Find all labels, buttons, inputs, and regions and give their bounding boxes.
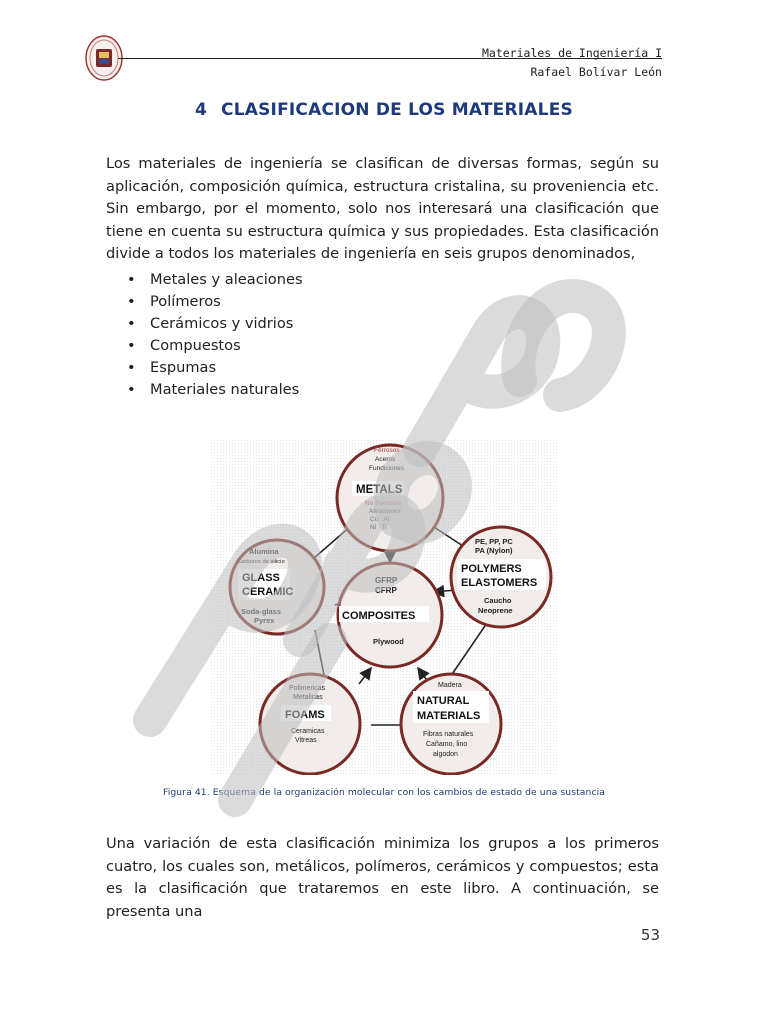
foams-item: Polimericas xyxy=(289,685,326,692)
composites-title: COMPOSITES xyxy=(342,610,416,622)
metals-nonferrous-item: Aleaciones xyxy=(369,508,401,515)
glass-item: Soda-glass xyxy=(241,607,282,616)
polymers-node xyxy=(451,527,551,627)
list-item: • Polímeros xyxy=(127,291,303,313)
composites-item: Plywood xyxy=(373,637,404,646)
page-number: 53 xyxy=(640,926,660,944)
metals-nonferrous-item: Ni Ti xyxy=(370,524,387,531)
continuation-paragraph: Una variación de esta clasificación minimiza los grupos a los primeros cuatro, los cuales son, metálicos, polímeros, cerámicos y compuestos; esta es la clasificación que trataremos en este libro. A continuación, se presenta una xyxy=(106,835,659,920)
polymers-item: PA (Nylon) xyxy=(475,546,513,555)
glass-item: Alumina xyxy=(249,547,279,556)
metals-nonferrous-item: Cu Al xyxy=(370,516,390,523)
list-item: • Espumas xyxy=(127,357,303,379)
metals-ferrous-label: Ferrosos xyxy=(374,447,400,454)
foams-item: Vitreas xyxy=(295,737,317,744)
composites-node xyxy=(338,563,442,667)
figure-caption: Figura 41. Esquema de la organización molecular con los cambios de estado de una sustancia xyxy=(163,787,605,798)
glass-ceramic-node xyxy=(230,540,324,634)
metals-ferrous-item: Fundiciones xyxy=(369,465,405,472)
author-name: Rafael Bolívar León xyxy=(530,65,662,79)
foams-title: FOAMS xyxy=(285,709,325,721)
metals-title: METALS xyxy=(356,484,403,496)
materials-classification-diagram xyxy=(211,440,557,775)
section-heading xyxy=(0,100,768,120)
metals-nonferrous-label: No Ferrosos xyxy=(365,500,401,507)
polymers-item: PE, PP, PC xyxy=(475,537,513,546)
composites-item: GFRP xyxy=(375,576,398,585)
material-groups-list xyxy=(127,269,303,401)
natural-item: Madera xyxy=(438,682,462,689)
running-header xyxy=(482,44,662,82)
glass-item: Pyrex xyxy=(254,616,275,625)
foams-item: Metalicas xyxy=(293,694,323,701)
glass-title: GLASS xyxy=(242,572,280,584)
foams-node xyxy=(260,674,360,774)
polymers-title: ELASTOMERS xyxy=(461,577,538,589)
natural-title: MATERIALS xyxy=(417,710,481,722)
natural-materials-node xyxy=(401,674,501,774)
composites-item: CFRP xyxy=(375,586,397,595)
list-item: • Metales y aleaciones xyxy=(127,269,303,291)
natural-item: Cañamo, lino xyxy=(426,741,468,748)
list-item: • Cerámicos y vidrios xyxy=(127,313,303,335)
natural-item: Fibras naturales xyxy=(423,731,474,738)
glass-title: CERAMIC xyxy=(242,586,294,598)
section-number: 4 xyxy=(195,100,208,120)
polymers-item: Caucho xyxy=(484,596,512,605)
polymers-item: Neoprene xyxy=(478,606,513,615)
section-title: CLASIFICACION DE LOS MATERIALES xyxy=(221,100,573,120)
polymers-title: POLYMERS xyxy=(461,563,522,575)
metals-node xyxy=(337,445,443,551)
metals-ferrous-item: Aceros xyxy=(375,456,396,463)
intro-paragraph: Los materiales de ingeniería se clasifican de diversas formas, según su aplicación, composición química, estructura cristalina, su proveniencia etc. Sin embargo, por el momento, solo nos interesará una clasificación que tiene en cuenta su estructura química y sus propiedades. Esta clasificación divide a todos los materiales de ingeniería en seis grupos denominados, xyxy=(106,155,659,262)
glass-item: Carburos de silicio xyxy=(237,559,285,565)
natural-item: algodon xyxy=(433,751,458,758)
natural-title: NATURAL xyxy=(417,695,470,707)
list-item: • Compuestos xyxy=(127,335,303,357)
list-item: • Materiales naturales xyxy=(127,379,303,401)
course-title: Materiales de Ingeniería I xyxy=(481,46,662,60)
foams-item: Ceramicas xyxy=(291,728,325,735)
